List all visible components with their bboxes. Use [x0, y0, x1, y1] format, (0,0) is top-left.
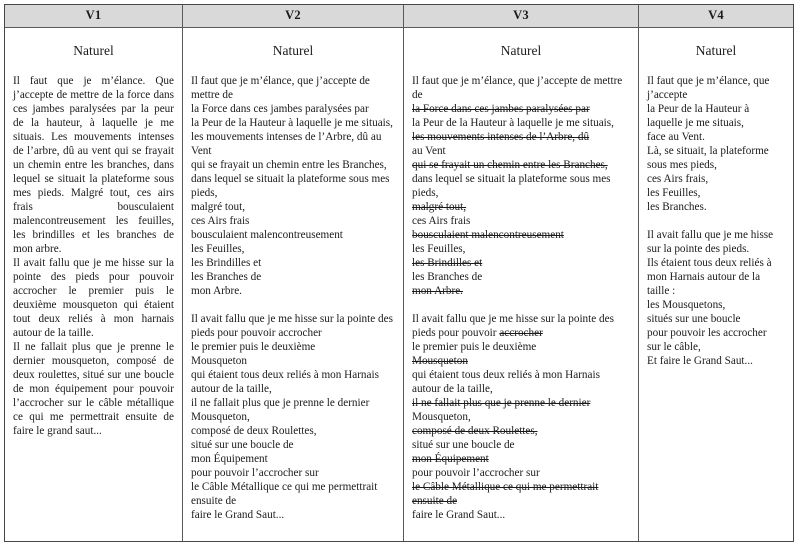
- struck-text: les mouvements intenses de l’Arbre, dû: [412, 131, 590, 143]
- paragraph: [647, 228, 785, 368]
- text-segment: qui étaient tous deux reliés à mon Harnais autour de la taille,: [412, 369, 600, 395]
- text-segment: Mousqueton: [191, 355, 247, 367]
- text-line: [412, 466, 630, 480]
- text-line: [191, 102, 395, 116]
- text-line: [647, 172, 785, 186]
- text-line: [412, 396, 630, 410]
- text-line: [191, 284, 395, 298]
- text-segment: faire le Grand Saut...: [412, 509, 506, 521]
- text-line: [412, 256, 630, 270]
- text-line: [191, 228, 395, 242]
- text-segment: Mousqueton,: [412, 411, 471, 423]
- struck-text: il ne fallait plus que je prenne le dernier: [412, 397, 591, 409]
- text-line: [412, 284, 630, 298]
- text-segment: sur le câble,: [647, 341, 701, 353]
- text-line: [191, 242, 395, 256]
- struck-text: qui se frayait un chemin entre les Branches,: [412, 159, 608, 171]
- paragraph: [191, 312, 395, 522]
- text-line: [647, 186, 785, 200]
- text-segment: les Mousquetons,: [647, 299, 726, 311]
- text-line: [647, 312, 785, 326]
- struck-text: malgré tout,: [412, 201, 467, 213]
- text-line: [191, 396, 395, 410]
- text-segment: ces Airs frais: [412, 215, 471, 227]
- text-line: [191, 466, 395, 480]
- text-segment: situés sur une boucle: [647, 313, 741, 325]
- paragraph: [412, 312, 630, 522]
- column-title: Naturel: [73, 43, 114, 58]
- text-segment: Il faut que je m’élance, que j’accepte: [647, 75, 770, 101]
- column-title: Naturel: [272, 43, 314, 58]
- text-segment: situé sur une boucle de: [412, 439, 515, 451]
- text-segment: les Feuilles,: [647, 187, 701, 199]
- text-line: [412, 214, 630, 228]
- text-line: [647, 102, 785, 130]
- text-segment: ces Airs frais: [191, 215, 250, 227]
- text-line: [412, 228, 630, 242]
- text-line: [647, 130, 785, 144]
- text-line: [647, 200, 785, 214]
- text-line: [412, 116, 630, 130]
- struck-text: composé de deux Roulettes,: [412, 425, 538, 437]
- struck-text: les Brindilles et: [412, 257, 483, 269]
- struck-text: mon Équipement: [412, 453, 489, 465]
- text-line: [412, 424, 630, 438]
- text-line: [647, 298, 785, 312]
- text-line: [191, 508, 395, 522]
- text-segment: Il faut que je m’élance, que j’accepte de mettre de: [191, 75, 370, 101]
- text-line: [191, 410, 395, 424]
- header-cell-v2: V2: [183, 5, 404, 27]
- text-line: [412, 242, 630, 256]
- text-segment: les Feuilles,: [191, 243, 245, 255]
- text-segment: la Peur de la Hauteur à laquelle je me situais,: [412, 117, 614, 129]
- text-line: [191, 130, 395, 158]
- text-segment: la Peur de la Hauteur à laquelle je me situais,: [191, 117, 393, 129]
- text-segment: mon Arbre.: [191, 285, 242, 297]
- text-line: [647, 354, 785, 368]
- header-cell-v4: V4: [639, 5, 793, 27]
- text-line: [191, 424, 395, 438]
- text-segment: Il ne fallait plus que je prenne le dernier mousqueton, composé de deux roulettes, situé sur une boucle de mon équipement pour pouvoir l’accrocher sur le câble métallique ce qui me permettrait ensuite de faire le grand saut...: [13, 341, 174, 437]
- text-segment: les Branches.: [647, 201, 707, 213]
- text-line: [647, 340, 785, 354]
- column-title: Naturel: [695, 43, 737, 58]
- text-line: [412, 354, 630, 368]
- paragraph: [13, 256, 174, 340]
- text-line: [647, 228, 785, 256]
- text-segment: le premier puis le deuxième: [412, 341, 537, 353]
- text-segment: Il avait fallu que je me hisse sur la pointe des pieds pour pouvoir accrocher le premier puis le deuxième mousqueton qui étaient tout deux reliés à mon harnais autour de la taille.: [13, 257, 174, 339]
- table-body-row: [5, 28, 793, 541]
- text-segment: les Feuilles,: [412, 243, 466, 255]
- text-segment: qui se frayait un chemin entre les Branches, dans lequel se situait la plateforme sous mes pieds,: [191, 159, 390, 199]
- struck-text: la Force dans ces jambes paralysées par: [412, 103, 590, 115]
- column-v3-cell: [404, 28, 639, 541]
- text-segment: mon Équipement: [191, 453, 268, 465]
- struck-text: accrocher: [499, 327, 543, 339]
- text-segment: Mousqueton,: [191, 411, 250, 423]
- text-segment: malgré tout,: [191, 201, 246, 213]
- text-line: [191, 256, 395, 270]
- text-line: [412, 438, 630, 452]
- struck-text: le Câble Métallique ce qui me permettrait ensuite de: [412, 481, 599, 507]
- text-line: [191, 340, 395, 354]
- text-segment: Il faut que je m’élance. Que j’accepte de mettre de la force dans ces jambes paralysées par la peur de la hauteur, à laquelle je me situais. Les mouvements intenses de l’arbre, dû au vent qui se frayait un chemin entre les branches, dans lequel se situait la plateforme sous mes pieds. Malgré tout, ces airs frais bousculaient malencontreusement les feuilles, les brindilles et les branches de mon arbre.: [13, 75, 174, 255]
- version-comparison-table: [4, 4, 794, 542]
- text-line: [191, 312, 395, 340]
- column-v4-cell: [639, 28, 793, 541]
- text-line: [412, 270, 630, 284]
- text-line: [647, 74, 785, 102]
- text-line: [412, 102, 630, 116]
- paragraph: [13, 340, 174, 438]
- text-line: [412, 508, 630, 522]
- struck-text: bousculaient malencontreusement: [412, 229, 564, 241]
- text-segment: ces Airs frais,: [647, 173, 709, 185]
- text-line: [191, 354, 395, 368]
- column-v2-cell: [183, 28, 404, 541]
- text-segment: les Brindilles et: [191, 257, 262, 269]
- text-line: [191, 116, 395, 130]
- table-header-row: [5, 5, 793, 28]
- text-segment: qui étaient tous deux reliés à mon Harnais autour de la taille,: [191, 369, 379, 395]
- column-v1-cell: [5, 28, 183, 541]
- text-line: [191, 270, 395, 284]
- struck-text: mon Arbre.: [412, 285, 463, 297]
- text-segment: Là, se situait, la plateforme sous mes pieds,: [647, 145, 769, 171]
- text-segment: composé de deux Roulettes,: [191, 425, 317, 437]
- paragraph: [647, 74, 785, 214]
- text-segment: les mouvements intenses de l’Arbre, dû au Vent: [191, 131, 382, 157]
- text-line: [412, 368, 630, 396]
- paragraph: [13, 74, 174, 256]
- text-segment: Il faut que je m’élance, que j’accepte de mettre de: [412, 75, 623, 101]
- text-line: [412, 452, 630, 466]
- text-line: [412, 144, 630, 158]
- text-line: [191, 158, 395, 200]
- paragraph: [191, 74, 395, 298]
- text-segment: faire le Grand Saut...: [191, 509, 285, 521]
- struck-text: Mousqueton: [412, 355, 468, 367]
- text-line: [191, 214, 395, 228]
- text-line: [647, 326, 785, 340]
- text-segment: les Branches de: [412, 271, 483, 283]
- text-line: [412, 312, 630, 340]
- text-segment: dans lequel se situait la plateforme sous mes pieds,: [412, 173, 611, 199]
- text-segment: pour pouvoir les accrocher: [647, 327, 767, 339]
- header-cell-v1: V1: [5, 5, 183, 27]
- text-line: [412, 130, 630, 144]
- text-line: [191, 74, 395, 102]
- text-line: [412, 74, 630, 102]
- text-line: [191, 452, 395, 466]
- text-line: [191, 480, 395, 508]
- text-line: [412, 410, 630, 424]
- text-segment: au Vent: [412, 145, 446, 157]
- text-segment: il ne fallait plus que je prenne le dernier: [191, 397, 370, 409]
- header-cell-v3: V3: [404, 5, 639, 27]
- text-segment: face au Vent.: [647, 131, 705, 143]
- text-line: [412, 340, 630, 354]
- paragraph: [412, 74, 630, 298]
- text-line: [647, 144, 785, 172]
- text-segment: bousculaient malencontreusement: [191, 229, 343, 241]
- text-line: [191, 200, 395, 214]
- text-segment: le Câble Métallique ce qui me permettrait ensuite de: [191, 481, 378, 507]
- text-segment: la Force dans ces jambes paralysées par: [191, 103, 369, 115]
- text-segment: le premier puis le deuxième: [191, 341, 316, 353]
- text-line: [191, 368, 395, 396]
- text-segment: situé sur une boucle de: [191, 439, 294, 451]
- text-line: [412, 200, 630, 214]
- text-line: [412, 158, 630, 172]
- text-line: [412, 480, 630, 508]
- text-segment: Ils étaient tous deux reliés à mon Harnais autour de la taille :: [647, 257, 772, 297]
- text-segment: Il avait fallu que je me hisse sur la pointe des pieds pour pouvoir accrocher: [191, 313, 393, 339]
- text-segment: pour pouvoir l’accrocher sur: [412, 467, 540, 479]
- text-segment: les Branches de: [191, 271, 262, 283]
- text-line: [647, 256, 785, 298]
- column-title: Naturel: [500, 43, 542, 58]
- text-line: [191, 438, 395, 452]
- text-segment: Il avait fallu que je me hisse sur la pointe des pieds pour pouvoir: [412, 313, 614, 339]
- text-segment: la Peur de la Hauteur à laquelle je me situais,: [647, 103, 750, 129]
- text-segment: Il avait fallu que je me hisse sur la pointe des pieds.: [647, 229, 774, 255]
- text-segment: pour pouvoir l’accrocher sur: [191, 467, 319, 479]
- text-segment: Et faire le Grand Saut...: [647, 355, 753, 367]
- text-line: [412, 172, 630, 200]
